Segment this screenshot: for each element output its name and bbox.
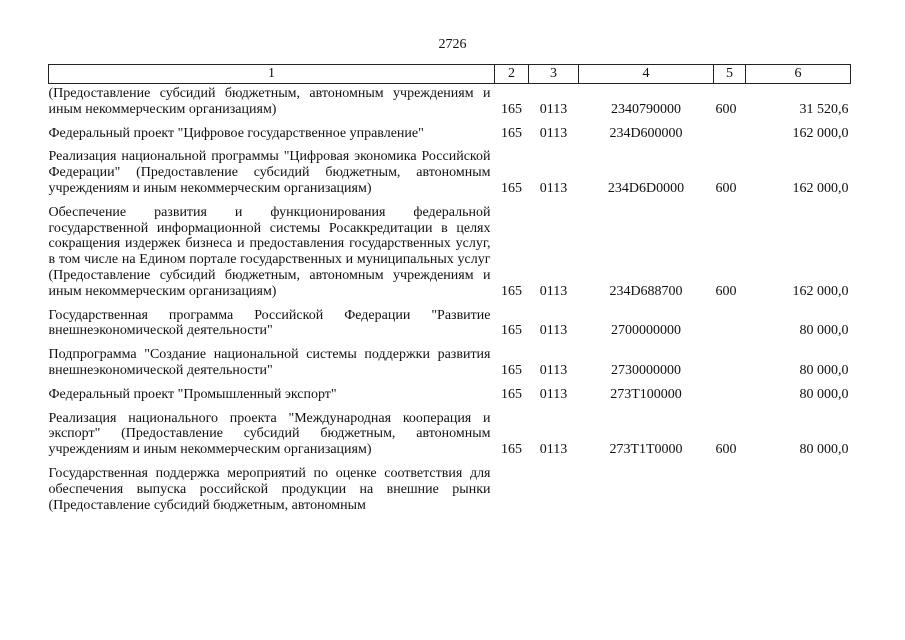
table-row	[49, 411, 851, 458]
table-row	[49, 466, 851, 513]
row-expense-type	[714, 308, 746, 340]
row-expense-type	[714, 347, 746, 379]
row-name: Подпрограмма "Создание национальной системы поддержки развития внешнеэкономической деятельности"	[48, 347, 491, 378]
row-name: Государственная программа Российской Федерации "Развитие внешнеэкономической деятельности"	[48, 307, 491, 339]
row-spacer	[49, 458, 851, 466]
row-section-code: 0113	[539, 180, 568, 196]
row-amount: 80 000,0	[799, 362, 849, 378]
row-section-code: 0113	[539, 283, 568, 299]
row-gr-code: 165	[501, 101, 522, 117]
row-spacer-cell	[49, 197, 851, 205]
row-target-article	[579, 466, 714, 513]
row-amount: 80 000,0	[799, 323, 849, 339]
row-spacer	[49, 339, 851, 347]
row-expense-type: 600	[715, 180, 737, 196]
row-spacer	[49, 300, 851, 308]
row-spacer-cell	[49, 118, 851, 126]
row-amount: 162 000,0	[792, 180, 849, 196]
row-spacer	[49, 403, 851, 411]
row-spacer	[49, 141, 851, 149]
row-name: Федеральный проект "Промышленный экспорт"	[48, 386, 337, 402]
table-row	[49, 308, 851, 340]
table-header	[49, 65, 851, 84]
row-expense-type	[714, 126, 746, 142]
header-col-6: 6	[746, 65, 851, 84]
row-section-code	[529, 466, 579, 513]
row-name: Государственная поддержка мероприятий по оценке соответствия для обеспечения выпуска российской продукции на внешние рынки (Предоставление субсидий бюджетным, автономным	[48, 465, 491, 513]
row-name: Обеспечение развития и функционирования федеральной государственной информационной системы Росаккредитации в целях сокращения издержек бизнеса и предоставления государственных услуг, в том числе на Едином портале государственных и муниципальных услуг (Предоставление субсидий бюджетным, автономным учреждениям и иным некоммерческим организациям)	[48, 204, 491, 299]
row-section-code: 0113	[539, 362, 568, 378]
budget-table	[48, 64, 851, 513]
row-gr-code: 165	[501, 442, 522, 458]
row-target-article: 2340790000	[611, 101, 681, 117]
row-section-code: 0113	[539, 101, 568, 117]
row-spacer-cell	[49, 403, 851, 411]
row-name: (Предоставление субсидий бюджетным, автономным учреждениям и иным некоммерческим организациям)	[48, 86, 491, 117]
row-name: Реализация национальной программы "Цифровая экономика Российской Федерации" (Предоставление субсидий бюджетным, автономным учреждениям и иным некоммерческим организациям)	[48, 149, 491, 196]
table-body	[49, 84, 851, 514]
table-row	[49, 205, 851, 300]
row-name: Федеральный проект "Цифровое государственное управление"	[48, 125, 424, 141]
header-col-5: 5	[714, 65, 746, 84]
header-row	[49, 65, 851, 84]
row-gr-code: 165	[501, 125, 522, 141]
row-expense-type	[714, 466, 746, 513]
row-amount: 31 520,6	[799, 101, 849, 117]
row-section-code: 0113	[539, 442, 568, 458]
row-spacer	[49, 197, 851, 205]
row-spacer-cell	[49, 141, 851, 149]
row-spacer	[49, 379, 851, 387]
row-spacer-cell	[49, 339, 851, 347]
header-col-4: 4	[579, 65, 714, 84]
row-spacer-cell	[49, 458, 851, 466]
row-gr-code: 165	[501, 180, 522, 196]
row-gr-code: 165	[501, 323, 522, 339]
row-spacer	[49, 118, 851, 126]
row-expense-type: 600	[715, 101, 737, 117]
row-gr-code	[495, 466, 529, 513]
page-number: 2726	[438, 37, 467, 52]
row-target-article: 234D600000	[609, 125, 683, 141]
table-row	[49, 84, 851, 118]
row-target-article: 2700000000	[611, 323, 681, 339]
row-section-code: 0113	[539, 386, 568, 402]
row-spacer-cell	[49, 300, 851, 308]
row-amount: 80 000,0	[799, 386, 849, 402]
table-row	[49, 149, 851, 196]
row-target-article: 273T100000	[610, 386, 682, 402]
table-row	[49, 387, 851, 403]
table-row	[49, 347, 851, 379]
row-target-article: 234D688700	[609, 283, 683, 299]
row-target-article: 273T1T0000	[609, 442, 683, 458]
row-expense-type: 600	[715, 283, 737, 299]
row-target-article: 2730000000	[611, 362, 681, 378]
row-spacer-cell	[49, 379, 851, 387]
row-expense-type: 600	[715, 442, 737, 458]
row-name: Реализация национального проекта "Международная кооперация и экспорт" (Предоставление субсидий бюджетным, автономным учреждениям и иным некоммерческим организациям)	[48, 410, 491, 458]
row-gr-code: 165	[501, 283, 522, 299]
row-amount: 162 000,0	[792, 125, 849, 141]
row-gr-code: 165	[501, 362, 522, 378]
row-section-code: 0113	[539, 125, 568, 141]
row-target-article: 234D6D0000	[607, 180, 685, 196]
row-amount: 162 000,0	[792, 283, 849, 299]
header-col-1: 1	[49, 65, 495, 84]
row-expense-type	[714, 387, 746, 403]
header-col-2: 2	[495, 65, 529, 84]
row-amount: 80 000,0	[799, 442, 849, 458]
row-amount	[746, 466, 851, 513]
header-col-3: 3	[529, 65, 579, 84]
table-row	[49, 126, 851, 142]
row-gr-code: 165	[501, 386, 522, 402]
row-section-code: 0113	[539, 323, 568, 339]
